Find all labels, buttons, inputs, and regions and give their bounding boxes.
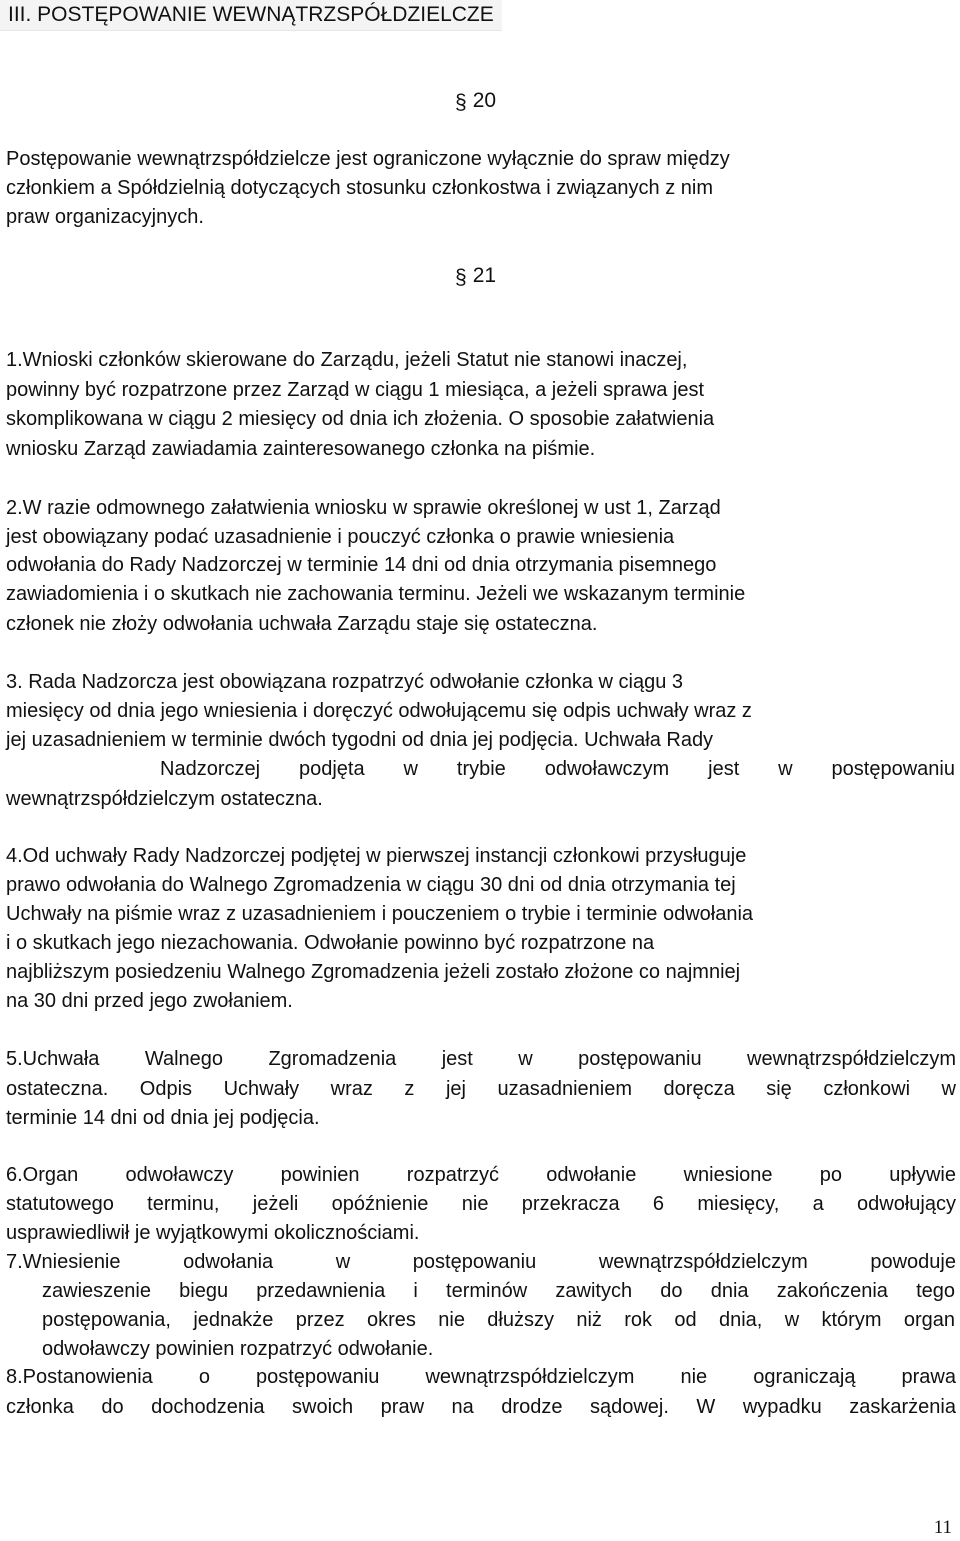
text-line: miesięcy od dnia jego wniesienia i doręczyć odwołującemu się odpis uchwały wraz z bbox=[6, 700, 752, 722]
text-line: powinny być rozpatrzone przez Zarząd w ciągu 1 miesiąca, a jeżeli sprawa jest bbox=[6, 379, 705, 401]
paragraph-number: 21 bbox=[472, 264, 497, 287]
text-line: 4.Od uchwały Rady Nadzorczej podjętej w pierwszej instancji członkowi przysługuje bbox=[6, 845, 747, 867]
text-line: zawieszenie biegu przedawnienia i terminów zawitych do dnia zakończenia tego bbox=[42, 1280, 955, 1302]
section-heading: III. POSTĘPOWANIE WEWNĄTRZSPÓŁDZIELCZE bbox=[0, 0, 502, 31]
text-line: odwołania do Rady Nadzorczej w terminie 14 dni od dnia otrzymania pisemnego bbox=[6, 554, 717, 576]
text-line: ostateczna. Odpis Uchwały wraz z jej uzasadnieniem doręcza się członkowi w bbox=[6, 1078, 956, 1100]
text-line: zawiadomienia i o skutkach nie zachowania terminu. Jeżeli we wskazanym terminie bbox=[6, 583, 746, 605]
text-line: najbliższym posiedzeniu Walnego Zgromadzenia jeżeli zostało złożone co najmniej bbox=[6, 961, 741, 983]
paragraph-21-marker bbox=[455, 261, 496, 291]
text-line: jej uzasadnieniem w terminie dwóch tygodni od dnia jej podjęcia. Uchwała Rady bbox=[6, 729, 714, 751]
paragraph-number: 20 bbox=[472, 89, 497, 112]
text-line: skomplikowana w ciągu 2 miesięcy od dnia ich złożenia. O sposobie załatwienia bbox=[6, 408, 715, 430]
text-line: członka do dochodzenia swoich praw na drodze sądowej. W wypadku zaskarżenia bbox=[6, 1396, 956, 1418]
text-line: i o skutkach jego niezachowania. Odwołanie powinno być rozpatrzone na bbox=[6, 932, 655, 954]
text-line: wniosku Zarząd zawiadamia zainteresowanego członka na piśmie. bbox=[6, 438, 596, 460]
text-line: członek nie złoży odwołania uchwała Zarządu staje się ostateczna. bbox=[6, 613, 598, 635]
text-line: wewnątrzspółdzielczym ostateczna. bbox=[6, 788, 323, 810]
text-line: postępowania, jednakże przez okres nie dłuższy niż rok od dnia, w którym organ bbox=[42, 1309, 955, 1331]
text-line: praw organizacyjnych. bbox=[6, 206, 204, 228]
text-line: odwoławczy powinien rozpatrzyć odwołanie. bbox=[42, 1338, 434, 1360]
text-line: terminie 14 dni od dnia jej podjęcia. bbox=[6, 1107, 320, 1129]
text-line: 3. Rada Nadzorcza jest obowiązana rozpatrzyć odwołanie członka w ciągu 3 bbox=[6, 671, 684, 693]
page-number: 11 bbox=[933, 1517, 952, 1538]
text-line: jest obowiązany podać uzasadnienie i pouczyć członka o prawie wniesienia bbox=[6, 526, 675, 548]
text-line: 8.Postanowienia o postępowaniu wewnątrzspółdzielczym nie ograniczają prawa bbox=[6, 1366, 956, 1388]
text-line: prawo odwołania do Walnego Zgromadzenia w ciągu 30 dni od dnia otrzymania tej bbox=[6, 874, 736, 896]
paragraph-20-marker bbox=[455, 86, 496, 116]
text-line: statutowego terminu, jeżeli opóźnienie nie przekracza 6 miesięcy, a odwołujący bbox=[6, 1193, 956, 1215]
section-symbol-icon: § bbox=[455, 91, 467, 114]
text-line: członkiem a Spółdzielnią dotyczących stosunku członkostwa i związanych z nim bbox=[6, 177, 713, 199]
text-line: 2.W razie odmownego załatwienia wniosku w sprawie określonej w ust 1, Zarząd bbox=[6, 497, 721, 519]
text-line: 5.Uchwała Walnego Zgromadzenia jest w postępowaniu wewnątrzspółdzielczym bbox=[6, 1048, 956, 1070]
text-line: na 30 dni przed jego zwołaniem. bbox=[6, 990, 293, 1012]
section-symbol-icon: § bbox=[455, 266, 467, 289]
text-line: usprawiedliwił je wyjątkowymi okolicznościami. bbox=[6, 1222, 420, 1244]
text-line: Uchwały na piśmie wraz z uzasadnieniem i pouczeniem o trybie i terminie odwołania bbox=[6, 903, 754, 925]
text-line: 6.Organ odwoławczy powinien rozpatrzyć odwołanie wniesione po upływie bbox=[6, 1164, 956, 1186]
text-line: Postępowanie wewnątrzspółdzielcze jest ograniczone wyłącznie do spraw między bbox=[6, 148, 730, 170]
text-line: Nadzorczej podjęta w trybie odwoławczym jest w postępowaniu bbox=[160, 758, 955, 780]
text-line: 7.Wniesienie odwołania w postępowaniu wewnątrzspółdzielczym powoduje bbox=[6, 1251, 956, 1273]
text-line: 1.Wnioski członków skierowane do Zarządu, jeżeli Statut nie stanowi inaczej, bbox=[6, 349, 688, 371]
